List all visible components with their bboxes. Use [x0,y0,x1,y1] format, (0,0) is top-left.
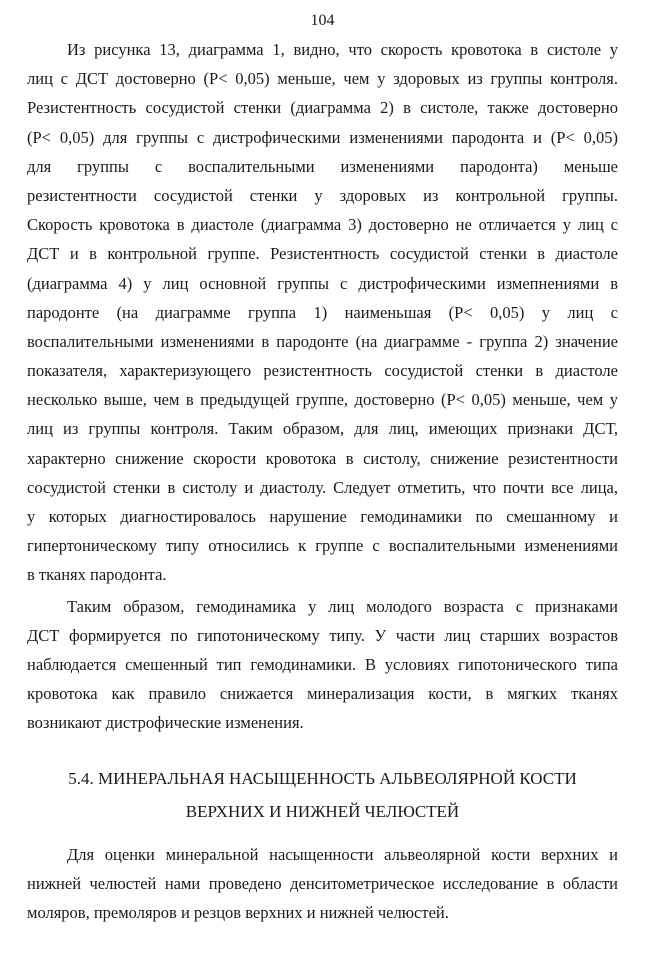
heading-line: 5.4. МИНЕРАЛЬНАЯ НАСЫЩЕННОСТЬ АЛЬВЕОЛЯРНОЙ КОСТИ [68,768,577,788]
heading-line: ВЕРХНИХ И НИЖНЕЙ ЧЕЛЮСТЕЙ [185,801,460,821]
text-line: Из рисунка 13, диаграмма 1, видно, что скорость кровотока в систоле у [67,40,618,59]
text-line: (Р< 0,05) для группы с дистрофическими изменениями пародонта и (Р< 0,05) [27,127,618,147]
text-line: кровотока как правило снижается минерализация кости, в мягких тканях [27,684,618,704]
text-line: сосудистой стенки в систолу и диастолу. Следует отметить, что почти все лица, [27,477,618,497]
text-line: наблюдается смешенный тип гемодинамики. В условиях гипотонического типа [27,654,618,674]
text-line: несколько выше, чем в предыдущей группе, достоверно (Р< 0,05) меньше, чем у [27,390,618,410]
text-line: нижней челюстей нами проведено денситометрическое исследование в области [27,873,618,893]
text-line: показателя, характеризующего резистентность сосудистой стенки в диастоле [27,361,618,381]
text-line: моляров, премоляров и резцов верхних и нижней челюстей. [27,902,449,922]
text-line: гипертоническому типу относились к группе с воспалительными изменениями [27,536,618,556]
paragraph-conclusion [27,592,618,738]
text-line: у которых диагностировалось нарушение гемодинамики по смешанному и [27,507,618,526]
text-line: (диаграмма 4) у лиц основной группы с дистрофическими измепнениями в [27,273,618,293]
text-line: для группы с воспалительными изменениями пародонта) меньше [27,156,618,176]
text-line: Для оценки минеральной насыщенности альвеолярной кости верхних и [67,844,618,864]
text-line: лиц из группы контроля. Таким образом, для лиц, имеющих признаки ДСТ, [27,419,618,439]
text-line: лиц с ДСТ достоверно (Р< 0,05) меньше, чем у здоровых из группы контроля. [27,69,618,89]
text-line: в тканях пародонта. [27,565,167,585]
page-number: 104 [310,12,335,29]
text-line: возникают дистрофические изменения. [27,713,304,733]
text-line: Резистентность сосудистой стенки (диаграмма 2) в систоле, также достоверно [27,98,618,118]
text-line: характерно снижение скорости кровотока в систолу, снижение резистентности [27,448,618,468]
text-line: пародонте (на диаграмме группа 1) наименьшая (Р< 0,05) у лиц с [27,302,618,322]
text-line: ДСТ формируется по гипотоническому типу. У части лиц старших возрастов [27,625,618,645]
text-line: резистентности сосудистой стенки у здоровых из контрольной группы. [27,185,618,205]
section-heading [27,762,618,828]
text-line: Таким образом, гемодинамика у лиц молодого возраста с признаками [67,596,618,616]
paragraph-hemodynamics-results [27,35,618,590]
text-line: воспалительными изменениями в пародонте (на диаграмме - группа 2) значение [27,331,618,351]
text-line: ДСТ и в контрольной группе. Резистентность сосудистой стенки в диастоле [27,244,618,264]
paragraph-section-intro [27,840,618,928]
text-line: Скорость кровотока в диастоле (диаграмма 3) достоверно не отличается у лиц с [27,215,618,235]
